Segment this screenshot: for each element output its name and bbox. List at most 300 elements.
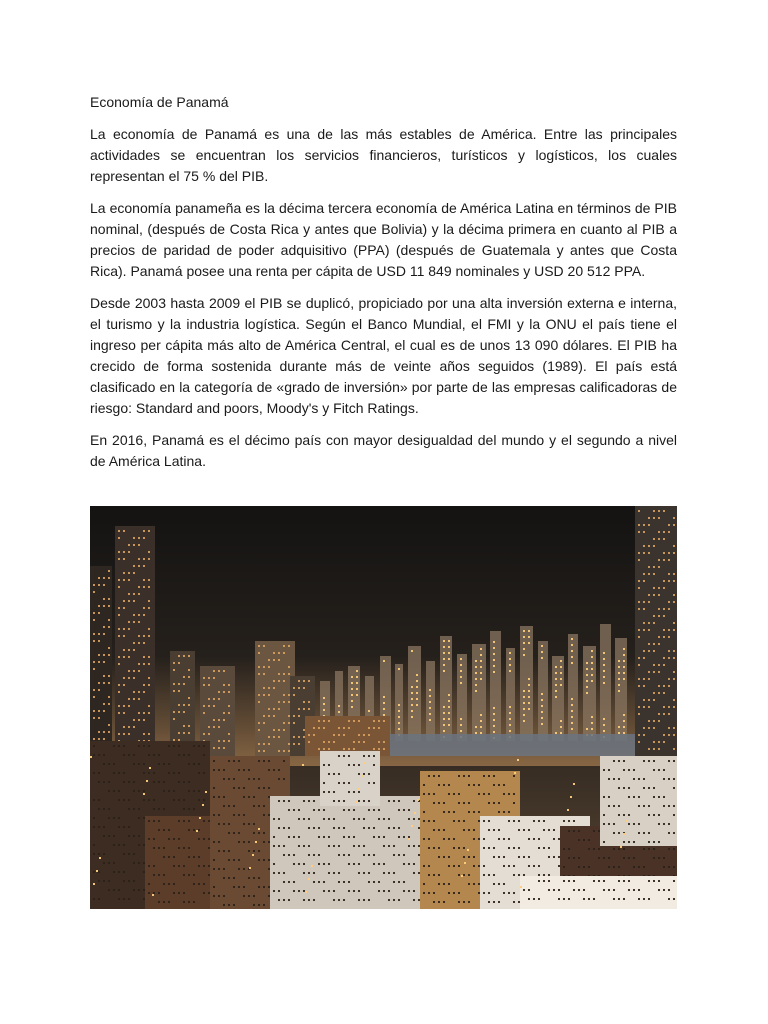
street-light <box>252 854 254 856</box>
near-building-window <box>143 898 145 900</box>
mid-building-window <box>313 734 315 736</box>
near-building-window <box>638 823 640 825</box>
near-building-window <box>168 883 170 885</box>
near-building-window <box>198 856 200 858</box>
mid-building-window <box>208 705 210 707</box>
near-building-window <box>663 889 665 891</box>
near-building-window <box>488 847 490 849</box>
far-tower-window <box>493 659 495 661</box>
near-building-window <box>418 818 420 820</box>
mid-building-window <box>203 712 205 714</box>
near-building-window <box>108 835 110 837</box>
mid-building-window <box>283 750 285 752</box>
mid-building-window <box>673 524 675 526</box>
mid-building-window <box>223 712 225 714</box>
mid-building-window <box>118 656 120 658</box>
near-building-window <box>128 880 130 882</box>
near-building-window <box>368 809 370 811</box>
near-building-window <box>348 755 350 757</box>
near-building-window <box>133 853 135 855</box>
mid-building-window <box>143 642 145 644</box>
near-building <box>320 751 380 806</box>
far-tower-window <box>541 657 543 659</box>
mid-building-window <box>673 727 675 729</box>
near-building-window <box>363 854 365 856</box>
near-building-window <box>448 793 450 795</box>
near-building-window <box>368 800 370 802</box>
near-building-window <box>528 889 530 891</box>
mid-building-window <box>143 558 145 560</box>
far-tower-window <box>603 664 605 666</box>
near-building-window <box>378 818 380 820</box>
near-building-window <box>133 889 135 891</box>
far-tower-window <box>618 672 620 674</box>
near-building-window <box>508 793 510 795</box>
near-building-window <box>258 778 260 780</box>
near-building-window <box>238 859 240 861</box>
near-building-window <box>183 892 185 894</box>
near-building-window <box>333 845 335 847</box>
near-building-window <box>353 863 355 865</box>
mid-building-window <box>98 689 100 691</box>
near-building-window <box>273 890 275 892</box>
near-building-window <box>243 868 245 870</box>
near-building-window <box>158 820 160 822</box>
document-body <box>90 92 677 483</box>
near-building-window <box>518 820 520 822</box>
mid-building-window <box>353 720 355 722</box>
mid-building-window <box>103 577 105 579</box>
near-building-window <box>408 863 410 865</box>
near-building-window <box>488 820 490 822</box>
near-building-window <box>248 841 250 843</box>
near-building-window <box>183 781 185 783</box>
near-building-window <box>143 763 145 765</box>
mid-building-window <box>108 731 110 733</box>
near-building-window <box>643 760 645 762</box>
mid-building-window <box>123 677 125 679</box>
near-building-window <box>408 818 410 820</box>
near-building-window <box>148 883 150 885</box>
mid-building-window <box>143 663 145 665</box>
near-building-window <box>638 889 640 891</box>
near-building-window <box>113 871 115 873</box>
near-building-window <box>108 790 110 792</box>
mid-building-window <box>673 678 675 680</box>
mid-building-window <box>283 645 285 647</box>
mid-building-window <box>128 572 130 574</box>
near-building-window <box>233 814 235 816</box>
near-building-window <box>118 799 120 801</box>
mid-building-window <box>328 741 330 743</box>
near-building-window <box>348 836 350 838</box>
mid-building-window <box>218 726 220 728</box>
mid-building-window <box>293 687 295 689</box>
mid-building-window <box>638 706 640 708</box>
mid-building-window <box>653 664 655 666</box>
near-building-window <box>173 865 175 867</box>
mid-building-window <box>668 636 670 638</box>
near-building-window <box>338 773 340 775</box>
far-tower-window <box>411 686 413 688</box>
mid-building-window <box>98 612 100 614</box>
near-building-window <box>593 898 595 900</box>
near-building-window <box>213 814 215 816</box>
near-building-window <box>278 890 280 892</box>
far-tower-window <box>429 701 431 703</box>
near-building-window <box>603 814 605 816</box>
mid-building-window <box>123 551 125 553</box>
near-building-window <box>258 832 260 834</box>
near-building-window <box>628 769 630 771</box>
far-tower <box>490 631 501 741</box>
near-building-window <box>473 856 475 858</box>
near-building-window <box>668 832 670 834</box>
far-tower-window <box>448 706 450 708</box>
street-light <box>93 883 95 885</box>
street-light <box>146 780 148 782</box>
mid-building-window <box>98 577 100 579</box>
mid-building-window <box>648 720 650 722</box>
near-building-window <box>653 814 655 816</box>
mid-building-window <box>143 586 145 588</box>
near-building-window <box>348 809 350 811</box>
near-building-window <box>528 856 530 858</box>
near-building-window <box>288 881 290 883</box>
mid-building-window <box>653 587 655 589</box>
near-building-window <box>358 791 360 793</box>
far-tower-window <box>555 690 557 692</box>
near-building-window <box>373 881 375 883</box>
mid-building-window <box>223 740 225 742</box>
near-building-window <box>348 863 350 865</box>
near-building-window <box>358 764 360 766</box>
near-building-window <box>493 802 495 804</box>
near-building-window <box>403 863 405 865</box>
mid-building-window <box>303 708 305 710</box>
near-building-window <box>438 784 440 786</box>
near-building-window <box>643 787 645 789</box>
street-light <box>96 870 98 872</box>
mid-building-window <box>258 722 260 724</box>
mid-building-window <box>643 727 645 729</box>
near-building-window <box>363 899 365 901</box>
near-building-window <box>263 886 265 888</box>
near-building-window <box>93 871 95 873</box>
near-building-window <box>638 805 640 807</box>
near-building-window <box>358 890 360 892</box>
near-building-window <box>398 809 400 811</box>
near-building-window <box>143 799 145 801</box>
mid-building-window <box>133 726 135 728</box>
mid-building-window <box>378 727 380 729</box>
near-building-window <box>113 817 115 819</box>
near-building-window <box>123 772 125 774</box>
near-building-window <box>233 787 235 789</box>
mid-building-window <box>123 656 125 658</box>
mid-building-window <box>103 682 105 684</box>
far-tower-window <box>475 660 477 662</box>
far-tower-window <box>356 682 358 684</box>
near-building-window <box>578 830 580 832</box>
near-building-window <box>358 872 360 874</box>
mid-building-window <box>213 677 215 679</box>
mid-building-window <box>98 640 100 642</box>
mid-building-window <box>358 734 360 736</box>
paragraph-4: En 2016, Panamá es el décimo país con mayor desigualdad del mundo y el segundo a nivel de América Latina. <box>90 432 677 469</box>
mid-building-window <box>373 727 375 729</box>
far-tower-window <box>351 706 353 708</box>
near-building-window <box>273 818 275 820</box>
near-building-window <box>378 863 380 865</box>
mid-building-window <box>103 703 105 705</box>
near-building-window <box>358 773 360 775</box>
mid-building-window <box>348 720 350 722</box>
far-tower-window <box>443 706 445 708</box>
near-building-window <box>188 829 190 831</box>
mid-building-window <box>138 565 140 567</box>
far-tower-window <box>509 658 511 660</box>
near-building-window <box>628 796 630 798</box>
near-building-window <box>553 889 555 891</box>
near-building-window <box>273 769 275 771</box>
near-building-window <box>508 811 510 813</box>
far-tower-window <box>509 670 511 672</box>
mid-building-window <box>173 662 175 664</box>
near-building-window <box>623 841 625 843</box>
far-tower-window <box>475 690 477 692</box>
near-building-window <box>468 784 470 786</box>
far-tower-window <box>398 716 400 718</box>
near-building-window <box>603 823 605 825</box>
near-building-window <box>428 775 430 777</box>
near-building-window <box>308 827 310 829</box>
mid-building-window <box>93 633 95 635</box>
far-tower-window <box>493 731 495 733</box>
near-building-window <box>433 820 435 822</box>
mid-building-window <box>643 580 645 582</box>
near-building-window <box>308 854 310 856</box>
far-tower-window <box>560 678 562 680</box>
mid-building-window <box>183 725 185 727</box>
mid-building-window <box>668 713 670 715</box>
near-building-window <box>493 874 495 876</box>
far-tower-window <box>571 656 573 658</box>
near-building-window <box>643 805 645 807</box>
near-building-window <box>628 823 630 825</box>
far-tower-window <box>383 660 385 662</box>
mid-building-window <box>658 538 660 540</box>
near-building-window <box>403 836 405 838</box>
mid-building-window <box>668 559 670 561</box>
near-building-window <box>243 814 245 816</box>
mid-building-window <box>123 558 125 560</box>
mid-building-window <box>663 559 665 561</box>
near-building-window <box>613 778 615 780</box>
mid-building-window <box>118 705 120 707</box>
mid-building-window <box>373 748 375 750</box>
near-building-window <box>603 841 605 843</box>
mid-building-window <box>648 517 650 519</box>
near-building-window <box>653 787 655 789</box>
far-tower-window <box>351 694 353 696</box>
mid-building-window <box>103 584 105 586</box>
far-tower-window <box>323 697 325 699</box>
mid-building-window <box>108 724 110 726</box>
near-building-window <box>668 866 670 868</box>
near-building-window <box>308 845 310 847</box>
far-tower-window <box>429 713 431 715</box>
mid-building-window <box>148 733 150 735</box>
near-building-window <box>148 754 150 756</box>
near-building-window <box>218 868 220 870</box>
near-building-window <box>188 874 190 876</box>
near-building-window <box>583 898 585 900</box>
near-building-window <box>628 880 630 882</box>
mid-building-window <box>118 586 120 588</box>
mid-building-window <box>343 748 345 750</box>
near-building-window <box>378 881 380 883</box>
near-building-window <box>653 857 655 859</box>
near-building-window <box>153 847 155 849</box>
far-tower-window <box>541 693 543 695</box>
near-building-window <box>193 901 195 903</box>
near-building-window <box>138 862 140 864</box>
near-building-window <box>398 854 400 856</box>
near-building-window <box>368 881 370 883</box>
near-building-window <box>238 760 240 762</box>
near-building-window <box>233 760 235 762</box>
near-building-window <box>453 820 455 822</box>
near-building-window <box>173 745 175 747</box>
near-building-window <box>218 895 220 897</box>
near-building-window <box>233 778 235 780</box>
near-building-window <box>268 841 270 843</box>
near-building-window <box>233 859 235 861</box>
near-building-window <box>328 890 330 892</box>
mid-building-window <box>293 722 295 724</box>
near-building-window <box>168 838 170 840</box>
near-building-window <box>428 838 430 840</box>
street-light <box>258 828 260 830</box>
near-building-window <box>98 871 100 873</box>
mid-building-window <box>228 712 230 714</box>
near-building-window <box>623 769 625 771</box>
near-building-window <box>208 847 210 849</box>
near-building-window <box>178 799 180 801</box>
mid-building-window <box>638 636 640 638</box>
far-tower-window <box>603 676 605 678</box>
near-building-window <box>438 802 440 804</box>
far-tower-window <box>509 724 511 726</box>
mid-building-window <box>133 572 135 574</box>
near-building-window <box>288 836 290 838</box>
near-building-window <box>633 857 635 859</box>
near-building-window <box>313 809 315 811</box>
far-tower-window <box>383 708 385 710</box>
near-building-window <box>513 847 515 849</box>
near-building-window <box>548 856 550 858</box>
mid-building-window <box>268 694 270 696</box>
mid-building-window <box>108 647 110 649</box>
near-building-window <box>128 781 130 783</box>
near-building-window <box>618 832 620 834</box>
near-building-window <box>578 889 580 891</box>
near-building-window <box>363 773 365 775</box>
near-building-window <box>278 899 280 901</box>
far-tower-window <box>528 708 530 710</box>
mid-building-window <box>653 517 655 519</box>
near-building-window <box>158 781 160 783</box>
far-tower-window <box>416 692 418 694</box>
near-building-window <box>333 890 335 892</box>
far-tower-window <box>398 668 400 670</box>
far-tower-window <box>356 676 358 678</box>
near-building-window <box>638 866 640 868</box>
near-building-window <box>388 845 390 847</box>
mid-building-window <box>308 734 310 736</box>
near-building-window <box>478 865 480 867</box>
near-building-window <box>518 847 520 849</box>
mid-building-window <box>143 607 145 609</box>
near-building-window <box>258 760 260 762</box>
near-building-window <box>488 793 490 795</box>
mid-building-window <box>123 712 125 714</box>
mid-building-window <box>108 598 110 600</box>
near-building-window <box>573 830 575 832</box>
mid-building-window <box>648 671 650 673</box>
near-building-window <box>333 827 335 829</box>
near-building-window <box>138 817 140 819</box>
near-building-window <box>568 857 570 859</box>
near-building-window <box>258 850 260 852</box>
mid-building-window <box>668 629 670 631</box>
near-building-window <box>303 899 305 901</box>
near-building-window <box>503 784 505 786</box>
far-tower-window <box>480 720 482 722</box>
mid-building-window <box>673 629 675 631</box>
far-tower-window <box>493 719 495 721</box>
mid-building-window <box>638 580 640 582</box>
far-tower-window <box>398 704 400 706</box>
mid-building-window <box>273 715 275 717</box>
near-building-window <box>123 781 125 783</box>
near-building-window <box>428 793 430 795</box>
far-tower-window <box>416 680 418 682</box>
mid-building-window <box>108 703 110 705</box>
near-building-window <box>93 898 95 900</box>
near-building-window <box>353 845 355 847</box>
mid-building-window <box>268 659 270 661</box>
near-building-window <box>483 820 485 822</box>
near-building-window <box>468 901 470 903</box>
near-building-window <box>203 892 205 894</box>
mid-building-window <box>123 607 125 609</box>
far-tower-window <box>368 710 370 712</box>
near-building-window <box>118 871 120 873</box>
near-building-window <box>558 865 560 867</box>
near-building-window <box>103 862 105 864</box>
near-building-window <box>493 883 495 885</box>
near-building-window <box>98 808 100 810</box>
mid-building-window <box>183 683 185 685</box>
far-tower-window <box>555 678 557 680</box>
mid-building-window <box>103 661 105 663</box>
mid-building-window <box>123 649 125 651</box>
mid-building-window <box>643 706 645 708</box>
near-building-window <box>588 866 590 868</box>
far-tower-window <box>398 710 400 712</box>
